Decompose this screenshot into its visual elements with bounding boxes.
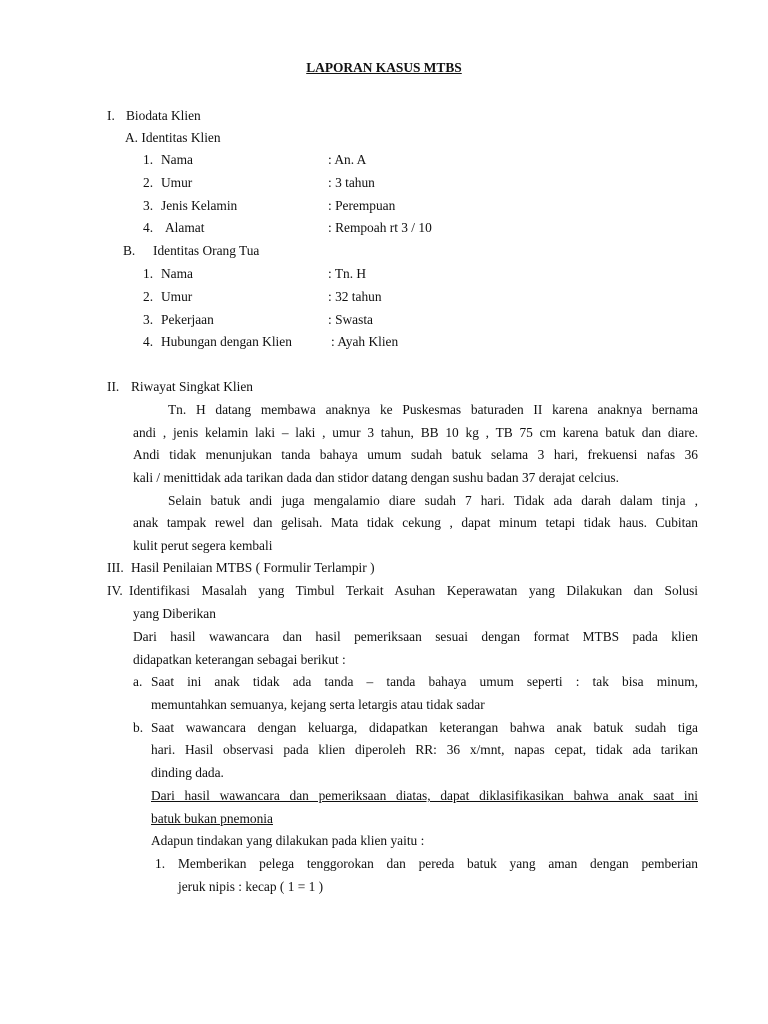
section-2-heading: Riwayat Singkat Klien — [131, 379, 253, 394]
finding-b-letter: b. — [133, 720, 144, 735]
parent-field-label: Nama — [161, 266, 193, 281]
client-field-label: Jenis Kelamin — [161, 198, 238, 213]
assessment-intro-line: didapatkan keterangan sebagai berikut : — [133, 652, 346, 667]
history-paragraph-line: Andi tidak menunjukan tanda bahaya umum sudah batuk selama 3 hari, frekuensi nafas 36 — [133, 447, 698, 462]
parent-field-label: Umur — [161, 289, 193, 304]
client-field-value: : Rempoah rt 3 / 10 — [328, 220, 432, 235]
parent-field-value: : 32 tahun — [328, 289, 382, 304]
action-number: 1. — [155, 856, 166, 871]
finding-b-line: hari. Hasil observasi pada klien diperoleh RR: 36 x/mnt, napas cepat, tidak ada tarikan — [151, 742, 698, 757]
history-paragraph-line: Tn. H datang membawa anaknya ke Puskesmas baturaden II karena anaknya bernama — [168, 402, 698, 417]
client-field-value: : An. A — [328, 152, 367, 167]
finding-a-line: Saat ini anak tidak ada tanda – tanda bahaya umum seperti : tak bisa minum, — [151, 674, 698, 689]
client-identity-label: A. Identitas Klien — [125, 130, 221, 145]
document-title: LAPORAN KASUS MTBS — [306, 60, 462, 75]
history-paragraph-line: kulit perut segera kembali — [133, 538, 273, 553]
history-paragraph-line: Selain batuk andi juga mengalamio diare sudah 7 hari. Tidak ada darah dalam tinja , — [168, 493, 698, 508]
history-paragraph-line: kali / menittidak ada tarikan dada dan stidor datang dengan sushu badan 37 derajat celcius. — [133, 470, 619, 485]
client-field-number: 4. — [143, 220, 154, 235]
action-line: Memberikan pelega tenggorokan dan pereda batuk yang aman dengan pemberian — [178, 856, 698, 871]
parent-field-value: : Ayah Klien — [331, 334, 399, 349]
parent-field-number: 2. — [143, 289, 154, 304]
finding-a-line: memuntahkan semuanya, kejang serta letargis atau tidak sadar — [151, 697, 485, 712]
assessment-intro-line: Dari hasil wawancara dan hasil pemeriksaan sesuai dengan format MTBS pada klien — [133, 629, 698, 644]
client-field-label: Umur — [161, 175, 193, 190]
section-1-number: I. — [107, 108, 115, 123]
actions-intro: Adapun tindakan yang dilakukan pada klien yaitu : — [151, 833, 425, 848]
section-3-heading: Hasil Penilaian MTBS ( Formulir Terlampir ) — [131, 560, 375, 575]
client-field-number: 2. — [143, 175, 154, 190]
classification-conclusion: Dari hasil wawancara dan pemeriksaan diatas, dapat diklasifikasikan bahwa anak saat ini — [151, 788, 698, 803]
parent-identity-label: Identitas Orang Tua — [153, 243, 260, 258]
section-3-number: III. — [107, 560, 124, 575]
finding-b-line: Saat wawancara dengan keluarga, didapatkan keterangan bahwa anak batuk sudah tiga — [151, 720, 698, 735]
section-1-heading: Biodata Klien — [126, 108, 201, 123]
client-field-label: Nama — [161, 152, 193, 167]
client-field-value: : 3 tahun — [328, 175, 375, 190]
section-2-number: II. — [107, 379, 120, 394]
parent-identity-number: B. — [123, 243, 136, 258]
client-field-label: Alamat — [165, 220, 205, 235]
finding-b-line: dinding dada. — [151, 765, 224, 780]
section-4-heading: yang Diberikan — [133, 606, 216, 621]
parent-field-label: Hubungan dengan Klien — [161, 334, 292, 349]
parent-field-value: : Swasta — [328, 312, 374, 327]
client-field-number: 3. — [143, 198, 154, 213]
history-paragraph-line: andi , jenis kelamin laki – laki , umur 3 tahun, BB 10 kg , TB 75 cm karena batuk dan diare. — [133, 425, 698, 440]
parent-field-label: Pekerjaan — [161, 312, 214, 327]
parent-field-number: 1. — [143, 266, 154, 281]
parent-field-number: 4. — [143, 334, 154, 349]
client-field-value: : Perempuan — [328, 198, 396, 213]
parent-field-value: : Tn. H — [328, 266, 367, 281]
finding-a-letter: a. — [133, 674, 143, 689]
classification-conclusion: batuk bukan pnemonia — [151, 811, 273, 826]
action-line: jeruk nipis : kecap ( 1 = 1 ) — [178, 879, 324, 894]
section-4-heading: Identifikasi Masalah yang Timbul Terkait Asuhan Keperawatan yang Dilakukan dan Solusi — [129, 583, 698, 598]
history-paragraph-line: anak tampak rewel dan gelisah. Mata tidak cekung , dapat minum tetapi tidak haus. Cubitan — [133, 515, 698, 530]
section-4-number: IV. — [107, 583, 123, 598]
parent-field-number: 3. — [143, 312, 154, 327]
client-field-number: 1. — [143, 152, 154, 167]
